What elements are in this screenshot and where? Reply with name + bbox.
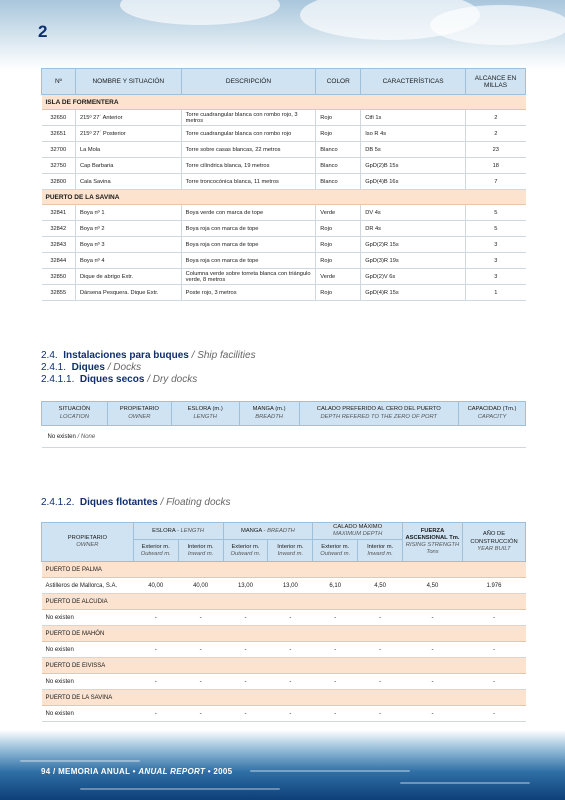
column-header: NOMBRE Y SITUACIÓN [75,69,181,95]
table-cell: GpD(2)B 15s [361,158,466,174]
dry-docks-empty: No existen / None [42,426,526,448]
column-header-lift: FUERZA ASCENSIONAL Tm. RISING STRENGTH Tons [403,523,463,562]
table-cell: - [313,610,358,626]
column-header-depth: CALADO MÁXIMO MAXIMUM DEPTH [313,523,403,540]
section-heading: 2.4.1.1. Diques secos / Dry docks [41,374,198,385]
table-cell: GpD(2)R 15s [361,237,466,253]
section-name: ISLA DE FORMENTERA [42,95,526,110]
table-row [42,253,526,269]
column-header-breadth: MANGA - BREADTH [223,523,313,540]
table-cell: 18 [466,158,526,174]
subheader-es: Interior m. [367,543,394,550]
table-row [42,205,526,221]
table-cell: Boya nº 2 [75,221,181,237]
table-row [42,426,526,448]
table-cell: Dique de abrigo Extr. [75,269,181,285]
subheader-en: Inward m. [277,550,304,557]
column-header-length: ESLORA - LENGTH [133,523,223,540]
table-cell: - [358,610,403,626]
header-en: CAPACITY [477,413,507,420]
header-es: CALADO PREFERIDO AL CERO DEL PUERTO [316,406,441,413]
header-en: LENGTH [193,413,217,420]
section-row [42,95,526,110]
table-cell: - [268,610,313,626]
wave [80,788,280,790]
table-cell: 32700 [42,142,76,158]
subheader-en: Inward m. [367,550,393,557]
table-row [42,610,526,626]
table-cell: - [223,674,268,690]
section-heading: 2.4.1.2. Diques flotantes / Floating docks [41,497,231,508]
table-cell: Torre cuadrangular blanca con rombo rojo, 3 metros [181,110,316,126]
chapter-number: 2 [38,22,48,41]
table-cell: Poste rojo, 3 metros [181,285,316,301]
table-cell: 215º 27´ Posterior [75,126,181,142]
table-cell: 32843 [42,237,76,253]
table-cell: 215º 27´ Anterior [75,110,181,126]
table-cell: 4,50 [358,578,403,594]
header-en: DEPTH REFERED TO THE ZERO OF PORT [320,413,438,420]
column-header-owner: PROPIETARIO OWNER [42,523,134,562]
table-row [42,126,526,142]
table-cell: - [223,610,268,626]
table-row [42,578,526,594]
table-cell: Boya roja con marca de tope [181,221,316,237]
section-heading: 2.4. Instalaciones para buques / Ship facilities [41,350,256,361]
table-cell: Boya verde con marca de tope [181,205,316,221]
wave [250,770,410,772]
table-cell: Rojo [316,285,361,301]
table-cell: DB 5s [361,142,466,158]
table-row [42,158,526,174]
section-name: PUERTO DE LA SAVINA [42,190,526,205]
table-cell: No existen [42,610,134,626]
table-cell: Verde [316,205,361,221]
column-header: DESCRIPCIÓN [181,69,316,95]
subheader-es: Interior m. [277,543,304,550]
table-cell: - [313,706,358,722]
section-row [42,658,526,674]
table-cell: GpD(4)R 15s [361,285,466,301]
column-header [107,402,171,426]
table-cell: - [403,706,463,722]
header-es: ESLORA (m.) [187,406,223,413]
column-header [299,402,459,426]
table-cell: Rojo [316,221,361,237]
table-cell: La Mola [75,142,181,158]
table-cell: GpD(3)R 19s [361,253,466,269]
table-cell: - [313,674,358,690]
table-cell: Torre troncocónica blanca, 11 metros [181,174,316,190]
table-cell: Boya roja con marca de tope [181,253,316,269]
table-cell: 32844 [42,253,76,269]
table-cell: - [462,674,525,690]
section-row [42,190,526,205]
header-row [42,69,526,95]
column-header [42,402,108,426]
floating-docks-table [41,522,526,722]
subheader-es: Interior m. [187,543,214,550]
table-cell: Dársena Pesquera. Dique Extr. [75,285,181,301]
section-name: PUERTO DE EIVISSA [42,658,526,674]
table-cell: - [462,642,525,658]
table-row [42,110,526,126]
table-cell: - [268,642,313,658]
table-cell: Torre sobre casas blancas, 22 metros [181,142,316,158]
header-en: BREADTH [255,413,283,420]
table-cell: Rojo [316,237,361,253]
column-subheader-exterior [313,540,358,562]
table-cell: 32800 [42,174,76,190]
subheader-en: Inward m. [187,550,214,557]
table-row [42,269,526,285]
table-cell: Blanco [316,174,361,190]
section-row [42,626,526,642]
column-header: COLOR [316,69,361,95]
table-cell: - [178,706,223,722]
table-cell: 7 [466,174,526,190]
section-name: PUERTO DE PALMA [42,562,526,578]
table-cell: Blanco [316,158,361,174]
table-cell: Boya nº 4 [75,253,181,269]
table-cell: Blanco [316,142,361,158]
table-row [42,221,526,237]
table-cell: 5 [466,221,526,237]
column-header: ALCANCE EN MILLAS [466,69,526,95]
table-cell: Torre cuadrangular blanca con rombo rojo [181,126,316,142]
table-cell: 32850 [42,269,76,285]
column-subheader-exterior [223,540,268,562]
footer-sea-background [0,730,565,800]
wave [400,782,530,784]
table-cell: Verde [316,269,361,285]
lights-table [41,68,526,301]
table-cell: 23 [466,142,526,158]
table-cell: - [268,706,313,722]
column-subheader-exterior [133,540,178,562]
column-subheader-interior [178,540,223,562]
table-cell: Rojo [316,110,361,126]
table-row [42,706,526,722]
header-es: PROPIETARIO [119,406,159,413]
table-cell: - [178,610,223,626]
table-cell: 40,00 [133,578,178,594]
table-cell: 1 [466,285,526,301]
table-cell: Cala Savina [75,174,181,190]
table-cell: Boya nº 3 [75,237,181,253]
column-header: Nº [42,69,76,95]
table-cell: - [403,610,463,626]
table-cell: 13,00 [268,578,313,594]
column-header-year: AÑO DE CONSTRUCCIÓN YEAR BUILT [462,523,525,562]
table-cell: - [223,642,268,658]
column-header [171,402,239,426]
subheader-en: Outward m. [320,550,351,557]
table-cell: - [358,674,403,690]
table-cell: - [133,674,178,690]
section-row [42,690,526,706]
table-cell: DV 4s [361,205,466,221]
wave [20,760,140,762]
subheader-es: Exterior m. [231,543,260,550]
table-row [42,142,526,158]
column-subheader-interior [358,540,403,562]
table-cell: - [358,642,403,658]
table-cell: 32855 [42,285,76,301]
table-cell: Iso R 4s [361,126,466,142]
table-cell: No existen [42,642,134,658]
section-row [42,594,526,610]
cloud [430,5,565,45]
dry-docks-table [41,401,526,448]
table-cell: Boya roja con marca de tope [181,237,316,253]
table-cell: No existen [42,674,134,690]
table-cell: - [403,642,463,658]
table-cell: 5 [466,205,526,221]
table-cell: - [358,706,403,722]
table-row [42,285,526,301]
table-cell: Boya nº 1 [75,205,181,221]
column-header: CARACTERÍSTICAS [361,69,466,95]
table-cell: Columna verde sobre torreta blanca con triángulo verde, 8 metros [181,269,316,285]
page-number: 94 [41,767,51,776]
table-cell: 32750 [42,158,76,174]
table-cell: - [268,674,313,690]
table-cell: 2 [466,110,526,126]
header-en: LOCATION [59,413,90,420]
table-cell: 40,00 [178,578,223,594]
subheader-en: Outward m. [230,550,261,557]
table-cell: - [403,674,463,690]
table-row [42,237,526,253]
table-cell: No existen [42,706,134,722]
table-cell: 3 [466,269,526,285]
column-header [239,402,299,426]
table-cell: DR 4s [361,221,466,237]
header-en: OWNER [128,413,151,420]
table-row [42,174,526,190]
section-row [42,562,526,578]
table-cell: 3 [466,237,526,253]
table-cell: 32650 [42,110,76,126]
table-cell: 3 [466,253,526,269]
header-es: MANGA (m.) [252,406,286,413]
table-cell: 1.976 [462,578,525,594]
table-cell: 32841 [42,205,76,221]
table-cell: 2 [466,126,526,142]
table-cell: - [223,706,268,722]
table-cell: GpD(2)V 6s [361,269,466,285]
table-row [42,642,526,658]
column-subheader-interior [268,540,313,562]
section-name: PUERTO DE ALCUDIA [42,594,526,610]
header-es: SITUACIÓN [58,406,91,413]
section-name: PUERTO DE LA SAVINA [42,690,526,706]
page-footer: 94 / MEMORIA ANUAL • ANUAL REPORT • 2005 [41,767,233,776]
table-cell: 32842 [42,221,76,237]
header-row [42,402,526,426]
table-cell: 32651 [42,126,76,142]
table-cell: - [462,610,525,626]
table-cell: - [133,610,178,626]
table-cell: - [313,642,358,658]
table-cell: Torre cilíndrica blanca, 19 metros [181,158,316,174]
table-cell: Cap Barbaria [75,158,181,174]
table-cell: Rojo [316,126,361,142]
section-heading: 2.4.1. Diques / Docks [41,362,142,373]
cloud [120,0,280,25]
table-cell: GpD(4)B 16s [361,174,466,190]
table-row [42,674,526,690]
header-sky-background [0,0,565,70]
header-es: CAPACIDAD (Tm.) [467,406,517,413]
table-cell: Ctfi 1s [361,110,466,126]
table-cell: - [178,642,223,658]
subheader-es: Exterior m. [141,543,170,550]
table-cell: 6,10 [313,578,358,594]
subheader-en: Outward m. [140,550,171,557]
table-cell: - [133,706,178,722]
table-cell: 4,50 [403,578,463,594]
table-cell: Rojo [316,253,361,269]
table-cell: Astilleros de Mallorca, S.A. [42,578,134,594]
table-cell: - [178,674,223,690]
section-name: PUERTO DE MAHÓN [42,626,526,642]
table-cell: - [133,642,178,658]
table-cell: 13,00 [223,578,268,594]
subheader-es: Exterior m. [321,543,350,550]
table-cell: - [462,706,525,722]
column-header [459,402,526,426]
